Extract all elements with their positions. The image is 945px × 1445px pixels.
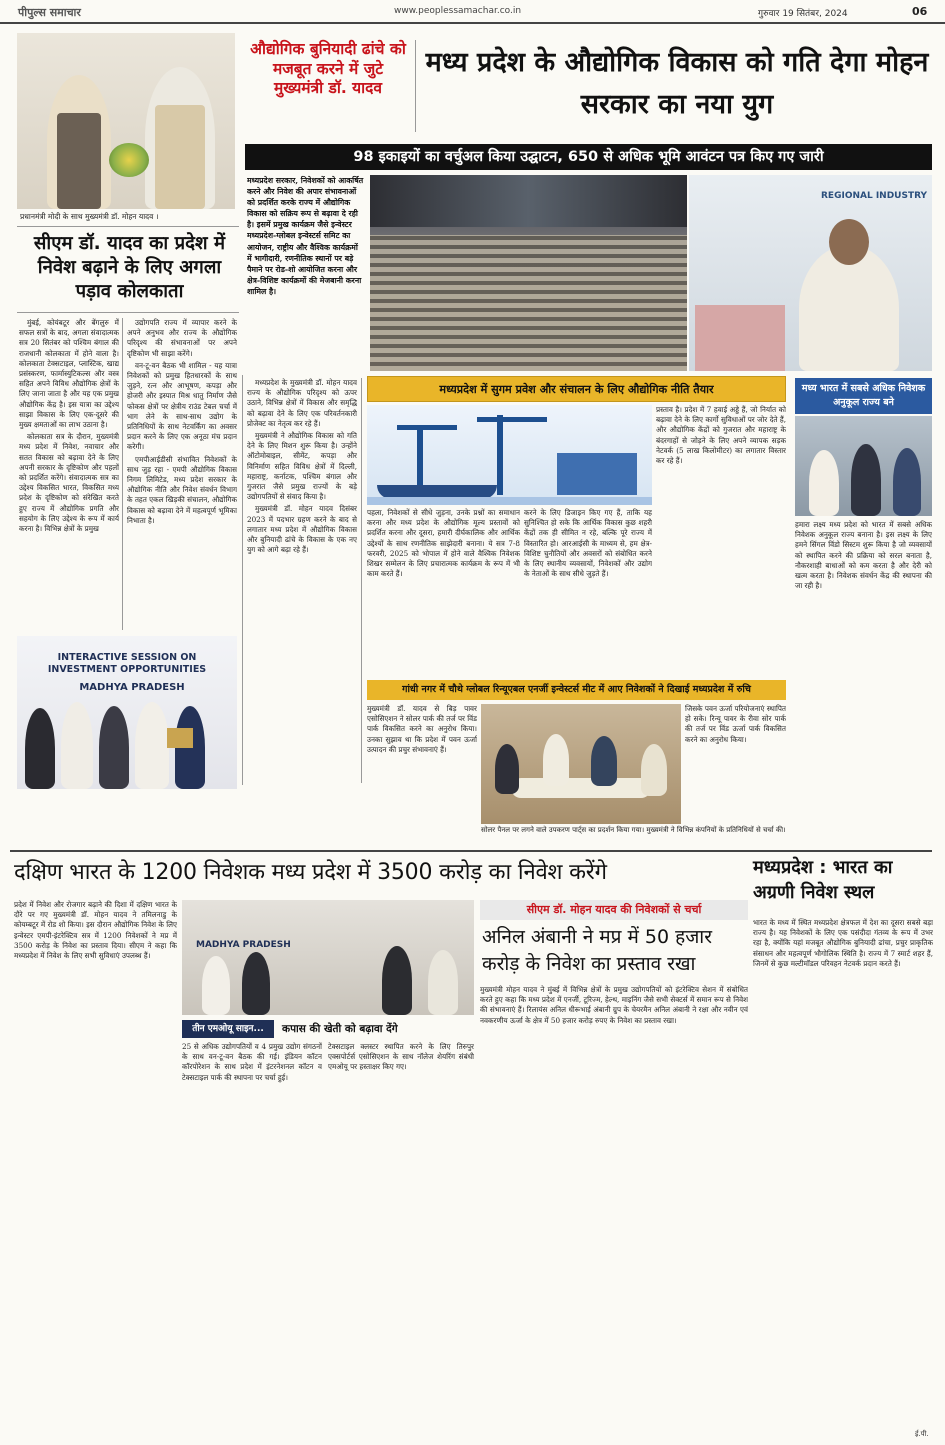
lead-strap: 98 इकाइयों का वर्चुअल किया उद्घाटन, 650 से अधिक भूमि आवंटन पत्र किए गए जारी: [245, 144, 932, 170]
page-number: 06: [912, 5, 928, 18]
interactive-session-photo: [17, 636, 237, 789]
gandhinagar-text-2: जिसके पवन ऊर्जा परियोजनाएं स्थापित हो सके। रिन्यू पावर के रीवा सोर पार्क की तर्ज पर विंड ऊर्जा पार्क विकसित करने का अनुरोध किया।: [685, 704, 786, 744]
policy-col-2: करने के लिए डिजाइन किए गए हैं, ताकि यह सुनिश्चित हो सके कि आर्थिक विकास कुछ शहरी केंद्रों तक ही सीमित न रहे, बल्कि पूरे राज्य में विस्तारित हो। आरआईसी के माध्यम से, हम क्षेत्र-विशिष्ट चुनौतियों और अवसरों को संबोधित करने के लिए स्थानीय व्यवसायों, निवेशकों और उद्योग के नेताओं के साथ सीधे जुड़ते हैं।: [524, 508, 652, 579]
podium: [695, 305, 785, 371]
gandhinagar-headline: गांधी नगर में चौथे ग्लोबल रिन्यूएबल एनर्जी इन्वेस्टर्स मीट में आए निवेशकों ने दिखाई मध्यप्रदेश में रुचि: [367, 680, 786, 700]
port-illustration: [367, 405, 652, 505]
cm-speaking-photo: [689, 175, 932, 371]
footer-mark: ई.पी.: [915, 1430, 929, 1438]
mini-text-2: टेक्सटाइल क्लस्टर स्थापित करने के लिए तिरुपुर एक्सपोर्टर्स एसोसिएशन के साथ नॉलेज शेयरिंग संबंधी एमओयू पर हस्ताक्षर किए गए।: [328, 1042, 474, 1072]
session-banner-sub: MADHYA PRADESH: [79, 682, 185, 693]
stage-backdrop: [370, 175, 687, 227]
pm-cm-photo: [17, 33, 235, 209]
coimbatore-person-3: [382, 946, 412, 1015]
right-box-photo: [795, 416, 932, 516]
factory: [557, 453, 637, 495]
crane-2-arm: [477, 417, 547, 422]
right-box-title-bar: [795, 378, 932, 414]
person-left-vest: [57, 113, 101, 209]
cm-head: [829, 219, 869, 265]
coimbatore-photo: [182, 900, 474, 1015]
tag-cotton: कपास की खेती को बढ़ावा देंगे: [282, 1023, 398, 1035]
right-box-title: मध्य भारत में सबसे अधिक निवेशक अनुकूल राज्य बने: [801, 383, 926, 408]
attendee-2: [543, 734, 569, 786]
mid-para-3: मुख्यमंत्री डॉ. मोहन यादव दिसंबर 2023 में पदभार ग्रहण करने के बाद से लगातार मध्य प्रदेश में औद्योगिक विकास और बुनियादी ढांचे के विकास के एक नए युग को आगे बढ़ा रहे हैं।: [247, 504, 357, 555]
banner-text: REGIONAL INDUSTRY: [821, 191, 928, 201]
meeting-table: [511, 778, 651, 798]
left-col-2: [127, 318, 237, 630]
coimbatore-person-4: [428, 950, 458, 1015]
right-bottom-box: [753, 855, 933, 915]
crane-1-arm: [397, 425, 457, 430]
policy-headline-bar: [367, 376, 786, 402]
attendee-3: [591, 736, 617, 786]
person-right-vest: [155, 105, 205, 209]
attendee-1: [495, 744, 519, 794]
memento-frame: [167, 728, 193, 748]
left-para-2: कोलकाता सत्र के दौरान, मुख्यमंत्री मध्य प्रदेश में निवेश, नवाचार और सतत विकास को बढ़ावा देने के लिए अपनी सरकार के दृष्टिकोण और पहलों को प्रदर्शित करेंगे। संवादात्मक सत्र का उद्देश्य विकसित भारत, विकसित मध्य प्रदेश के दृष्टिकोण को संरेखित करते हुए राज्य में औद्योगिक प्रगति और सहयोग के लिए उद्देश्य के रूप में कार्य करना है। विभिन्न क्षेत्रों के प्रमुख: [19, 432, 119, 534]
masthead: [0, 0, 945, 24]
left-para-3: उद्योगपति राज्य में व्यापार करने के अपने अनुभव और राज्य के औद्योगिक परिदृश्य की संभावनाओं पर अपने दृष्टिकोण भी साझा करेंगे।: [127, 318, 237, 358]
right-bottom-text: भारत के मध्य में स्थित मध्यप्रदेश क्षेत्रफल में देश का दूसरा सबसे बड़ा राज्य है। यह निवेशकों के लिए एक पसंदीदा गंतव्य के रूप में उभर रहा है, क्योंकि यहां मजबूत औद्योगिक बुनियादी ढांचा, प्रचुर प्राकृतिक संसाधन और महत्वपूर्ण भौगोलिक स्थिति है। राज्य में 7 स्मार्ट शहर हैं, जिनमें से कुछ मल्टीमॉडल परिवहन नेटवर्क प्रदान करते हैं।: [753, 918, 933, 968]
bottom-left-text: प्रदेश में निवेश और रोजगार बढ़ाने की दिशा में दक्षिण भारत के दौरे पर गए मुख्यमंत्री डॉ. मोहन यादव ने तमिलनाडु के कोयम्बटूर में रोड शो किया। इस दौरान औद्योगिक निवेश के लिए इन्वेस्टर एमपी-इंटरेक्टिव सत्र में 1200 निवेशकों ने मप्र में 3500 करोड़ के निवेश का प्रस्ताव दिया। सीएम ने कहा कि मध्यप्रदेश में निवेश के लिए सभी सुविधाएं उपलब्ध हैं।: [14, 900, 177, 961]
policy-headline: मध्यप्रदेश में सुगम प्रवेश और संचालन के लिए औद्योगिक नीति तैयार: [439, 383, 714, 396]
pm-cm-photo-caption: प्रधानमंत्री मोदी के साथ मुख्यमंत्री डॉ. मोहन यादव ।: [20, 212, 159, 221]
session-banner: INTERACTIVE SESSION ON INVESTMENT OPPORTUNITIES: [47, 652, 207, 675]
tag-mou: तीन एमओयू साइन...: [182, 1020, 274, 1038]
attendee-4: [641, 744, 667, 796]
stage-person-2: [61, 702, 93, 789]
coimbatore-person-1: [202, 956, 230, 1015]
left-para-5: एमपीआईडीसी संभावित निवेशकों के साथ जुड़ रहा - एमपी औद्योगिक विकास निगम लिमिटेड, मध्य प्रदेश सरकार के औद्योगिक नीति और निवेश संवर्धन विभाग के तहत एकल खिड़की संचालन, औद्योगिक विकास को बढ़ावा देने में महत्वपूर्ण भूमिका निभाता है।: [127, 454, 237, 525]
bottom-headline: दक्षिण भारत के 1200 निवेशक मध्य प्रदेश में 3500 करोड़ का निवेश करेंगे: [14, 860, 607, 885]
stage-person-4: [135, 702, 169, 789]
left-para-4: वन-टू-वन बैठक भी शामिल - यह यात्रा निवेशकों को प्रमुख हितधारकों के साथ जुड़ने, रत्न और आभूषण, कपड़ा और होजरी और इस्पात मिश्र धातु निर्माण जैसे फोकस क्षेत्रों पर क्षेत्रीय राउंड टेबल चर्चा में भाग लेने के साथ-साथ उद्योग के प्रतिनिधियों के साथ नेटवर्किंग का अवसर प्रदान करने के लिए एक अनूठा मंच प्रदान करेगी।: [127, 360, 237, 452]
madhya-pradesh-banner: MADHYA PRADESH: [196, 940, 291, 950]
mid-para-2: मुख्यमंत्री ने औद्योगिक विकास को गति देने के लिए मिशन शुरू किया है। उन्होंने ऑटोमोबाइल, सीमेंट, कपड़ा और विनिर्माण सहित विविध क्षेत्रों में दिल्ली, महाराष्ट्र, कर्नाटक, पश्चिम बंगाल और गुजरात जैसे प्रमुख राज्यों के बड़े उद्योगपतियों से संवाद किया है।: [247, 431, 357, 502]
coimbatore-person-2: [242, 952, 270, 1015]
gandhinagar-caption: सोलर पैनल पर लगने वाले उपकरण पार्ट्स का प्रदर्शन किया गया। मुख्यमंत्री ने विभिन्न कंपनियों के प्रतिनिधियों से चर्चा की।: [481, 826, 786, 834]
right-bottom-title: मध्यप्रदेश : भारत का अग्रणी निवेश स्थल: [753, 857, 893, 903]
gandhinagar-photo: [481, 704, 681, 824]
lead-intro: मध्यप्रदेश सरकार, निवेशकों को आकर्षित करने और निवेश की अपार संभावनाओं को प्रदर्शित करके राज्य में औद्योगिक विकास को सक्रिय रूप से बढ़ावा दे रही है। इसमें प्रमुख कार्यक्रम जैसे इन्वेस्टर मध्यप्रदेश-ग्लोबल इन्वेस्टर्स समिट का आयोजन, राष्ट्रीय और वैश्विक कार्यक्रमों में भागीदारी, रणनीतिक स्थानों पर बड़े पैमाने पर रोड-शो आयोजित करना और क्षेत्र-विशिष्ट कार्यक्रमों की मेजबानी करना शामिल है।: [247, 176, 364, 296]
delegate-2: [851, 444, 881, 516]
water: [367, 497, 652, 505]
mini-text-1: 25 से अधिक उद्योगपतियों व 4 प्रमुख उद्योग संगठनों के साथ वन-टू-वन बैठक की गई। इंडियन कॉटन कॉरपोरेशन के साथ प्रदेश में इंटरनेशनल कॉटन व टेक्सटाइल पार्क की स्थापना पर चर्चा हुई।: [182, 1042, 322, 1082]
sub-kicker: सीएम डॉ. मोहन यादव की निवेशकों से चर्चा: [480, 900, 748, 920]
bouquet: [109, 143, 149, 177]
lead-headline: मध्य प्रदेश के औद्योगिक विकास को गति देगा मोहन सरकार का नया युग: [425, 47, 929, 120]
mid-para-1: मध्यप्रदेश के मुख्यमंत्री डॉ. मोहन यादव राज्य के औद्योगिक परिदृश्य को ऊपर उठाने, विभिन्न क्षेत्रों में विकास और समृद्धि को बढ़ावा देने के लिए एक परिवर्तनकारी प्रोजेक्ट का नेतृत्व कर रहे हैं।: [247, 378, 357, 428]
left-col-1: [19, 318, 119, 630]
issue-date: गुरुवार 19 सितंबर, 2024: [758, 9, 848, 19]
policy-col-3: प्रस्ताव है। प्रदेश में 7 हवाई अड्डे हैं, जो निर्यात को बढ़ावा देने के लिए कार्गो सुविधाओं पर जोर देते हैं, और औद्योगिक केंद्रों को गुजरात और महाराष्ट्र के बंदरगाहों से जोड़ने के लिए अपने व्यापक सड़क नेटवर्क (5 लाख किलोमीटर) का लगातार विस्तार कर रहे हैं।: [656, 405, 786, 466]
left-para-1: मुंबई, कोयंबटूर और बेंगलुरु में सफल सत्रों के बाद, अगला संवादात्मक सत्र 20 सितंबर को पश्चिम बंगाल की राजधानी कोलकाता में होने वाला है। कोलकाता टेक्सटाइल, प्लास्टिक, खाद्य प्रसंस्करण, फार्मास्युटिकल्स और वस्त्र सहित अपने विविध औद्योगिक क्षेत्रों के लिए जाना जाता है और यह एक प्रमुख औद्योगिक केंद्र है। इस यात्रा का उद्देश्य साझा विकास के लिए एक-दूसरे की मुख्य क्षमताओं का लाभ उठाना है।: [19, 318, 119, 430]
crane-2: [497, 415, 503, 495]
delegate-3: [893, 448, 921, 516]
delegate-1: [809, 450, 839, 516]
stage-person-3: [99, 706, 129, 789]
kolkata-headline: सीएम डॉ. यादव का प्रदेश में निवेश बढ़ाने के लिए अगला पड़ाव कोलकाता: [33, 233, 226, 302]
site-url[interactable]: www.peoplessamachar.co.in: [394, 6, 522, 16]
mid-article-col: [247, 378, 357, 783]
auditorium-photo: [370, 175, 687, 371]
ambani-text: मुख्यमंत्री मोहन यादव ने मुंबई में विभिन्न क्षेत्रों के प्रमुख उद्योगपतियों को इंटरेक्टिव सेशन में संबोधित करते हुए कहा कि मध्य प्रदेश में एनर्जी, टूरिज्म, हेल्थ, माइनिंग जैसे सभी सेक्टर्स में समान रूप से निवेश की संभावनाएं हैं। रिलायंस अनिल धीरूभाई अंबानी ग्रुप के चेयरमैन अनिल अंबानी ने रक्षा और नवीन एवं नवकरणीय ऊर्जा के क्षेत्र में 50 हजार करोड़ रुपए के निवेश का प्रस्ताव रखा।: [480, 985, 748, 1025]
policy-col-1: पहला, निवेशकों से सीधे जुड़ना, उनके प्रश्नों का समाधान करना और मध्य प्रदेश के औद्योगिक मूल्य प्रस्तावों को प्रदर्शित करना और दूसरा, हमारी दीर्घकालिक और आर्थिक उद्देश्यों के साथ रणनीतिक साझेदारी बनाना। ये सत्र 7-8 फरवरी, 2025 को भोपाल में होने वाले वैश्विक निवेशक शिखर सम्मेलन के लिए प्रचारात्मक कार्यक्रम के रूप में भी काम करते हैं।: [367, 508, 520, 579]
brand-logo: पीपुल्स समाचार: [18, 6, 81, 19]
kicker-headline: औद्योगिक बुनियादी ढांचे को मजबूत करने में जुटे मुख्यमंत्री डॉ. यादव: [250, 40, 406, 97]
stage-person-1: [25, 708, 55, 789]
audience-rows: [370, 235, 687, 371]
gandhinagar-text-1: मुख्यमंत्री डॉ. यादव से बिड़ पावर एसोसिएशन ने सोलर पार्क की तर्ज पर विंड पार्क विकसित करने का अनुरोध किया। उनका सुझाव था कि प्रदेश में पवन ऊर्जा उत्पादन की प्रचुर संभावनाएं हैं।: [367, 704, 477, 754]
right-box-text: हमारा लक्ष्य मध्य प्रदेश को भारत में सबसे अधिक निवेशक अनुकूल राज्य बनाना है। इस लक्ष्य के लिए हमने सिंगल विंडो सिस्टम शुरू किया है जो व्यवसायों को स्थापित करने की प्रक्रिया को सरल बनाता है, नौकरशाही बाधाओं को कम करता है और देरी को खत्म करता है। निवेशक संवर्धन केंद्र की स्थापना की जा रही है।: [795, 520, 932, 591]
ambani-headline: अनिल अंबानी ने मप्र में 50 हजार करोड़ के निवेश का प्रस्ताव रखा: [482, 926, 712, 975]
